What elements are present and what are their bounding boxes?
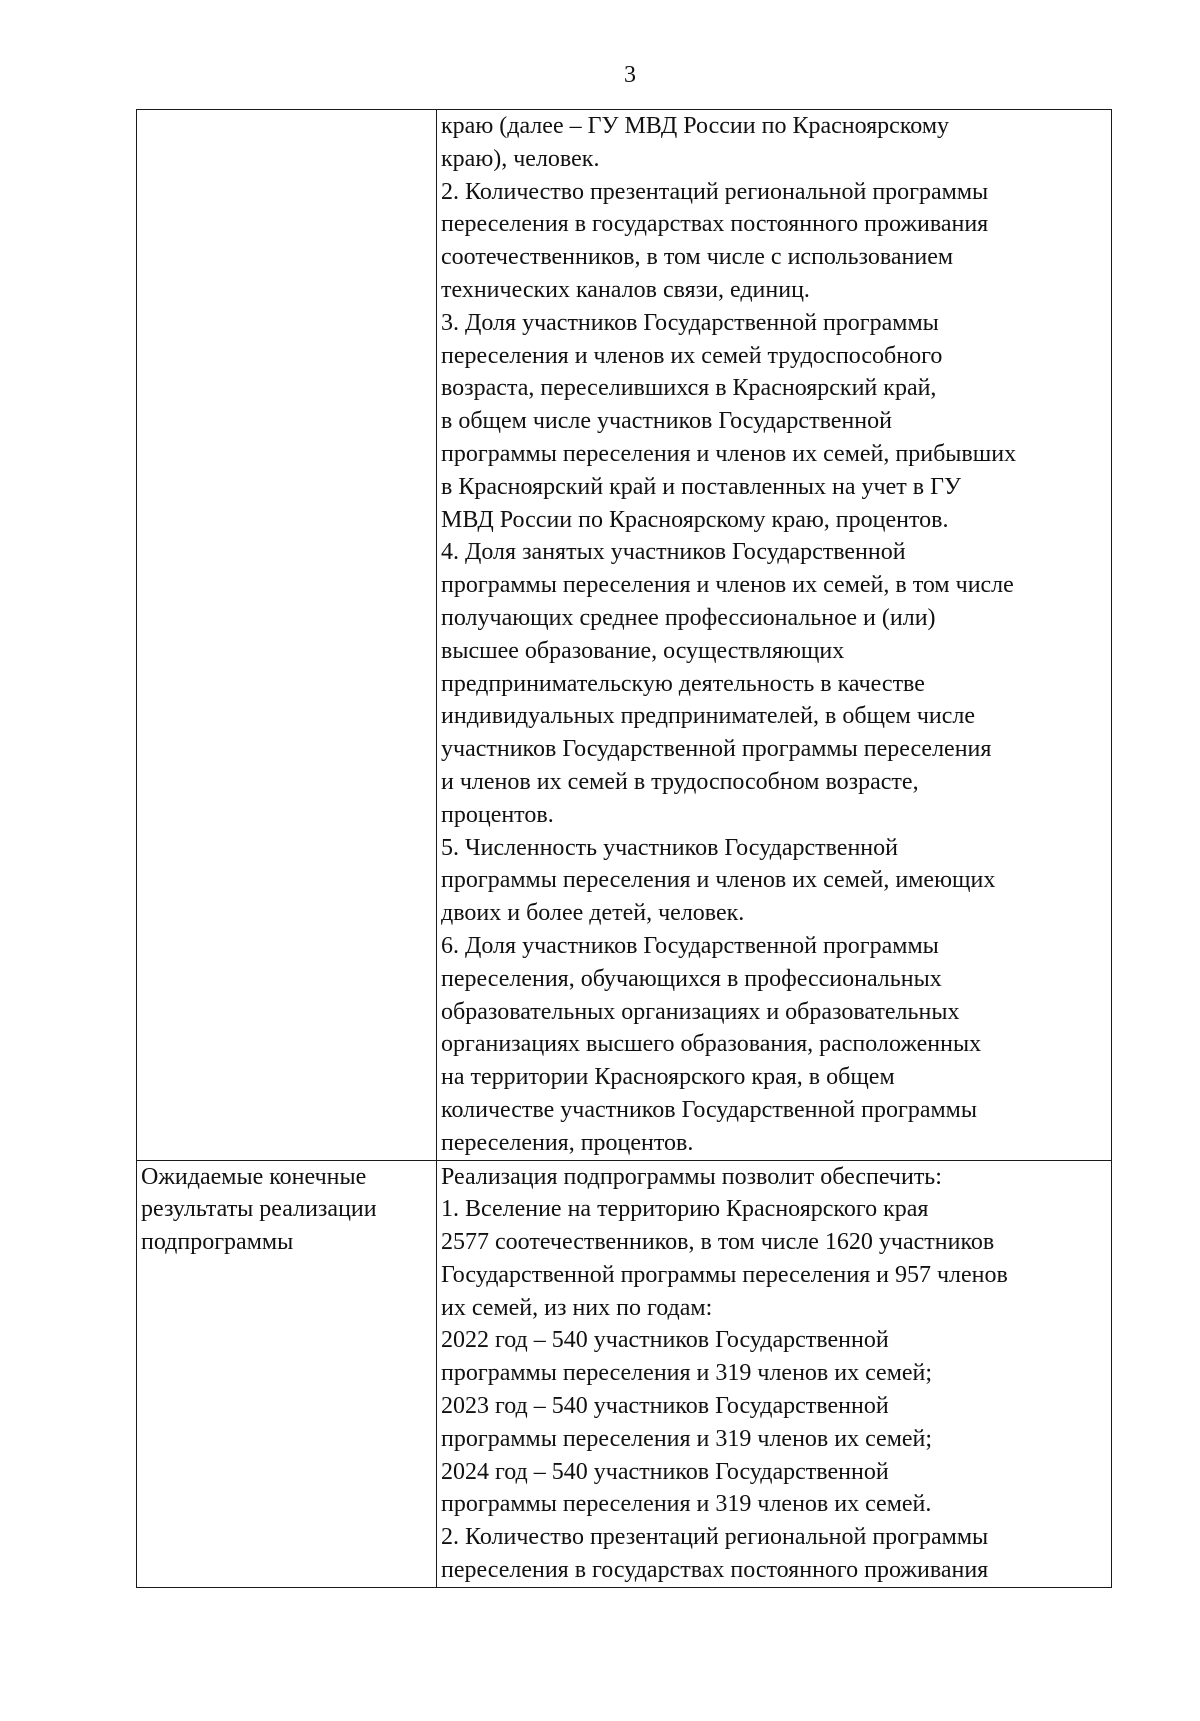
- text-line: организациях высшего образования, расположенных: [441, 1031, 982, 1058]
- text-line: краю (далее – ГУ МВД России по Красноярскому: [441, 113, 950, 139]
- text-line: МВД России по Красноярскому краю, процентов.: [441, 506, 949, 533]
- text-line: высшее образование, осуществляющих: [441, 637, 845, 664]
- passport-table: [136, 109, 1112, 1588]
- text-line: на территории Красноярского края, в общем: [441, 1064, 895, 1091]
- text-line: программы переселения и членов их семей, прибывших: [441, 440, 1017, 467]
- text-line: 2577 соотечественников, в том числе 1620 участников: [441, 1229, 995, 1256]
- text-line: 2023 год – 540 участников Государственной: [441, 1393, 889, 1420]
- text-line: и членов их семей в трудоспособном возрасте,: [441, 768, 919, 795]
- text-line: получающих среднее профессиональное и (или): [441, 604, 936, 631]
- text-line: Государственной программы переселения и 957 членов: [441, 1261, 1008, 1288]
- text-line: результаты реализации: [141, 1196, 377, 1223]
- text-line: индивидуальных предпринимателей, в общем числе: [441, 703, 976, 730]
- text-line: процентов.: [441, 801, 554, 828]
- text-line: соотечественников, в том числе с использованием: [441, 244, 954, 271]
- text-line: количестве участников Государственной программы: [441, 1096, 977, 1123]
- text-line: Ожидаемые конечные: [141, 1163, 367, 1190]
- text-line: программы переселения и 319 членов их семей.: [441, 1491, 932, 1518]
- text-line: технических каналов связи, единиц.: [441, 276, 810, 303]
- text-line: двоих и более детей, человек.: [441, 900, 745, 927]
- text-line: программы переселения и членов их семей, имеющих: [441, 867, 996, 894]
- text-line: участников Государственной программы переселения: [441, 736, 992, 763]
- text-line: их семей, из них по годам:: [441, 1294, 713, 1321]
- table-row-indicators: [137, 110, 1112, 1161]
- text-line: программы переселения и 319 членов их семей;: [441, 1425, 933, 1452]
- row1-left-cell: [137, 110, 437, 1161]
- text-line: 1. Вселение на территорию Красноярского края: [441, 1196, 929, 1223]
- text-line: переселения, процентов.: [441, 1129, 694, 1156]
- row2-left-cell: [137, 1160, 437, 1587]
- row2-right-cell: [437, 1160, 1112, 1587]
- text-line: переселения, обучающихся в профессиональных: [441, 965, 942, 992]
- text-line: 6. Доля участников Государственной программы: [441, 932, 939, 959]
- table-row-expected-results: [137, 1160, 1112, 1587]
- text-line: программы переселения и 319 членов их семей;: [441, 1360, 933, 1387]
- text-line: переселения и членов их семей трудоспособного: [441, 342, 943, 369]
- row1-right-cell: [437, 110, 1112, 1161]
- text-line: 2022 год – 540 участников Государственной: [441, 1327, 889, 1354]
- text-line: подпрограммы: [141, 1229, 294, 1256]
- text-line: Реализация подпрограммы позволит обеспечить:: [441, 1163, 942, 1190]
- text-line: 3. Доля участников Государственной программы: [441, 309, 939, 336]
- text-line: переселения в государствах постоянного проживания: [441, 211, 989, 238]
- text-line: 4. Доля занятых участников Государственной: [441, 539, 906, 566]
- text-line: 2024 год – 540 участников Государственной: [441, 1458, 889, 1485]
- text-line: 2. Количество презентаций региональной программы: [441, 178, 989, 205]
- text-line: 5. Численность участников Государственной: [441, 834, 898, 861]
- text-line: программы переселения и членов их семей, в том числе: [441, 572, 1014, 599]
- text-line: переселения в государствах постоянного проживания: [441, 1557, 989, 1584]
- text-line: в общем числе участников Государственной: [441, 408, 892, 435]
- text-line: 2. Количество презентаций региональной программы: [441, 1524, 989, 1551]
- text-line: возраста, переселившихся в Красноярский край,: [441, 375, 937, 402]
- page-number: 3: [624, 62, 636, 88]
- text-line: краю), человек.: [441, 145, 600, 172]
- text-line: образовательных организациях и образовательных: [441, 998, 960, 1025]
- text-line: в Красноярский край и поставленных на учет в ГУ: [441, 473, 961, 500]
- text-line: предпринимательскую деятельность в качестве: [441, 670, 925, 697]
